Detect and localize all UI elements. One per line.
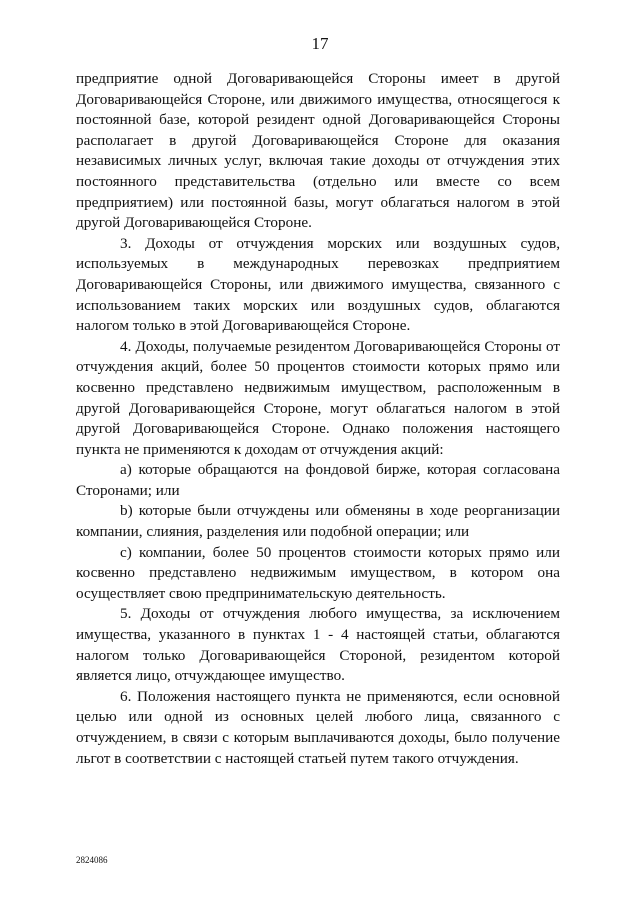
paragraph-clause-5: 5. Доходы от отчуждения любого имущества, за исключением имущества, указанного в пунктах 1 - 4 настоящей статьи, облагаются налогом только Договаривающейся Стороной, резидентом которой является лицо, отчуждающее имущество. [76,605,560,685]
paragraph-subclause-c: c) компании, более 50 процентов стоимости которых прямо или косвенно представлено недвижимым имуществом, в котором она осуществляет свою предпринимательскую деятельность. [76,543,560,602]
page-number: 17 [311,34,329,53]
document-body [76,69,560,769]
paragraph-subclause-a: a) которые обращаются на фондовой бирже, которая согласована Сторонами; или [76,461,560,499]
paragraph-clause-3: 3. Доходы от отчуждения морских или воздушных судов, используемых в международных перевозках предприятием Договаривающейся Стороны, или движимого имущества, связанного с использованием таких морских или воздушных судов, облагаются налогом только в этой Договаривающейся Стороне. [76,234,560,335]
paragraph-continuation: предприятие одной Договаривающейся Стороны имеет в другой Договаривающейся Стороне, или движимого имущества, относящегося к постоянной базе, которой резидент одной Договаривающейся Стороны располагает в другой Договаривающейся Стороне для оказания независимых личных услуг, включая такие доходы от отчуждения этих постоянного представительства (отдельно или вместе со всем предприятием) или постоянной базы, могут облагаться налогом в этой другой Договаривающейся Стороне. [76,70,560,232]
paragraph-subclause-b: b) которые были отчуждены или обменяны в ходе реорганизации компании, слияния, разделения или подобной операции; или [76,502,560,541]
paragraph-clause-6: 6. Положения настоящего пункта не применяются, если основной целью или одной из основных целей любого лица, связанного с отчуждением, в связи с которым выплачиваются доходы, было получение льгот в соответствии с настоящей статьей путем такого отчуждения. [76,687,560,767]
document-code: 2824086 [76,855,108,865]
paragraph-clause-4: 4. Доходы, получаемые резидентом Договаривающейся Стороны от отчуждения акций, более 50 процентов стоимости которых прямо или косвенно представлено недвижимым имуществом, расположенным в другой Договаривающейся Стороне, могут облагаться налогом в этой другой Договаривающейся Стороне. Однако положения настоящего пункта не применяются к доходам от отчуждения акций: [76,337,560,458]
